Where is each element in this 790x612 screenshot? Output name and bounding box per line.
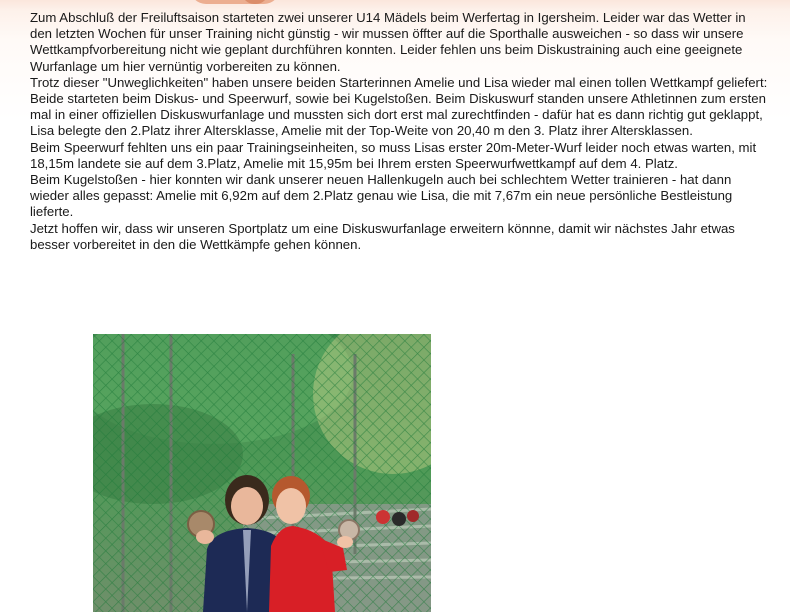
article-paragraph-summary: Trotz dieser "Unweglichkeiten" haben unsere beiden Starterinnen Amelie und Lisa wieder mal einen tollen Wettkampf geliefert: (30, 74, 768, 90)
athletes-photo-image (93, 334, 431, 612)
article-paragraph-outlook: Jetzt hoffen wir, dass wir unseren Sportplatz um eine Diskuswurfanlage erweitern könnne, damit wir nächstes Jahr etwas besser vorbereitet in den die Wettkämpfe gehen können. (30, 220, 735, 252)
article-paragraph-javelin: Beim Speerwurf fehlten uns ein paar Trainingseinheiten, so muss Lisas erster 20m-Meter-Wurf leider noch etwas warten, mit 18,15m landete sie auf dem 3.Platz, Amelie mit 15,95m bei Ihrem ersten Speerwurfwettkampf auf dem 4. Platz. (30, 139, 757, 171)
article-body (30, 10, 770, 253)
article-paragraph-intro: Zum Abschluß der Freiluftsaison starteten zwei unserer U14 Mädels beim Werfertag in Igersheim. Leider war das Wetter in den letzten Wochen für unser Training nicht günstig - wir mussen öffter auf die Sporthalle ausweichen - so dass wir unsere Wettkampfvorbereitung nicht wie geplant durchführen konnten. Leider fehlen uns beim Diskustraining auch eine geeignete Wurfanlage um hier vernüntig vorbereiten zu können. (30, 10, 746, 74)
athletes-photo (93, 334, 431, 612)
header-decoration (190, 0, 280, 4)
article-paragraph-shotput: Beim Kugelstoßen - hier konnten wir dank unserer neuen Hallenkugeln auch bei schlechtem Wetter trainieren - hat dann wieder alles gepasst: Amelie mit 6,92m auf dem 2.Platz genau wie Lisa, die mit 7,67m ein neue persönliche Bestleistung lieferte. (30, 172, 733, 220)
article-paragraph-discus: Beide starteten beim Diskus- und Speerwurf, sowie bei Kugelstoßen. Beim Diskuswurf standen unsere Athletinnen zum ersten mal in einer offiziellen Diskuswurfanlage und mussten sich dort erst mal zurechtfinden - dafür hat es dann richtig gut geklappt, Lisa belegte den 2.Platz ihrer Altersklasse, Amelie mit der Top-Weite von 20,40 m den 3. Platz ihrer Altersklassen. (30, 91, 766, 139)
